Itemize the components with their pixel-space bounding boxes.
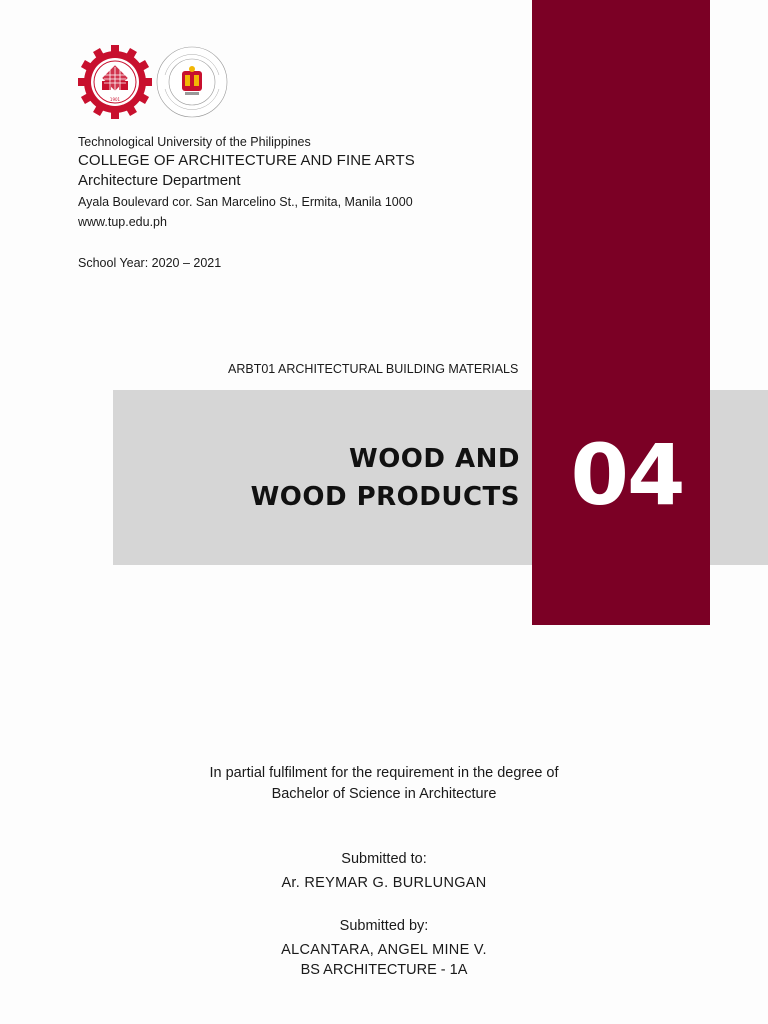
department-name: Architecture Department	[78, 172, 241, 189]
cafa-logo	[155, 45, 229, 119]
course-line	[228, 362, 518, 376]
submitted-by-label: Submitted by:	[339, 918, 429, 934]
title-line-1: WOOD AND	[349, 444, 520, 474]
tup-logo	[78, 45, 152, 119]
address: Ayala Boulevard cor. San Marcelino St., Ermita, Manila 1000	[78, 195, 413, 209]
document-title	[251, 440, 520, 516]
course-code: ARBT01	[228, 362, 276, 376]
website: www.tup.edu.ph	[78, 215, 167, 229]
student-name: ALCANTARA, ANGEL MINE V.	[281, 942, 487, 958]
school-year: School Year: 2020 – 2021	[78, 256, 222, 270]
requirement-line-1: In partial fulfilment for the requirement in the degree of	[209, 765, 559, 781]
submitted-to-label: Submitted to:	[341, 851, 427, 867]
title-line-2: WOOD PRODUCTS	[250, 482, 520, 512]
requirement-line-2: Bachelor of Science in Architecture	[271, 786, 497, 802]
adviser-name: Ar. REYMAR G. BURLUNGAN	[281, 875, 487, 891]
course-name: ARCHITECTURAL BUILDING MATERIALS	[275, 362, 519, 376]
tup-year-text: 1901	[109, 97, 121, 102]
university-name: Technological University of the Philippines	[78, 135, 311, 149]
student-program: BS ARCHITECTURE - 1A	[300, 962, 468, 978]
college-name: COLLEGE OF ARCHITECTURE AND FINE ARTS	[78, 152, 415, 169]
chapter-number: 04	[570, 426, 684, 524]
maroon-bar	[532, 0, 710, 625]
